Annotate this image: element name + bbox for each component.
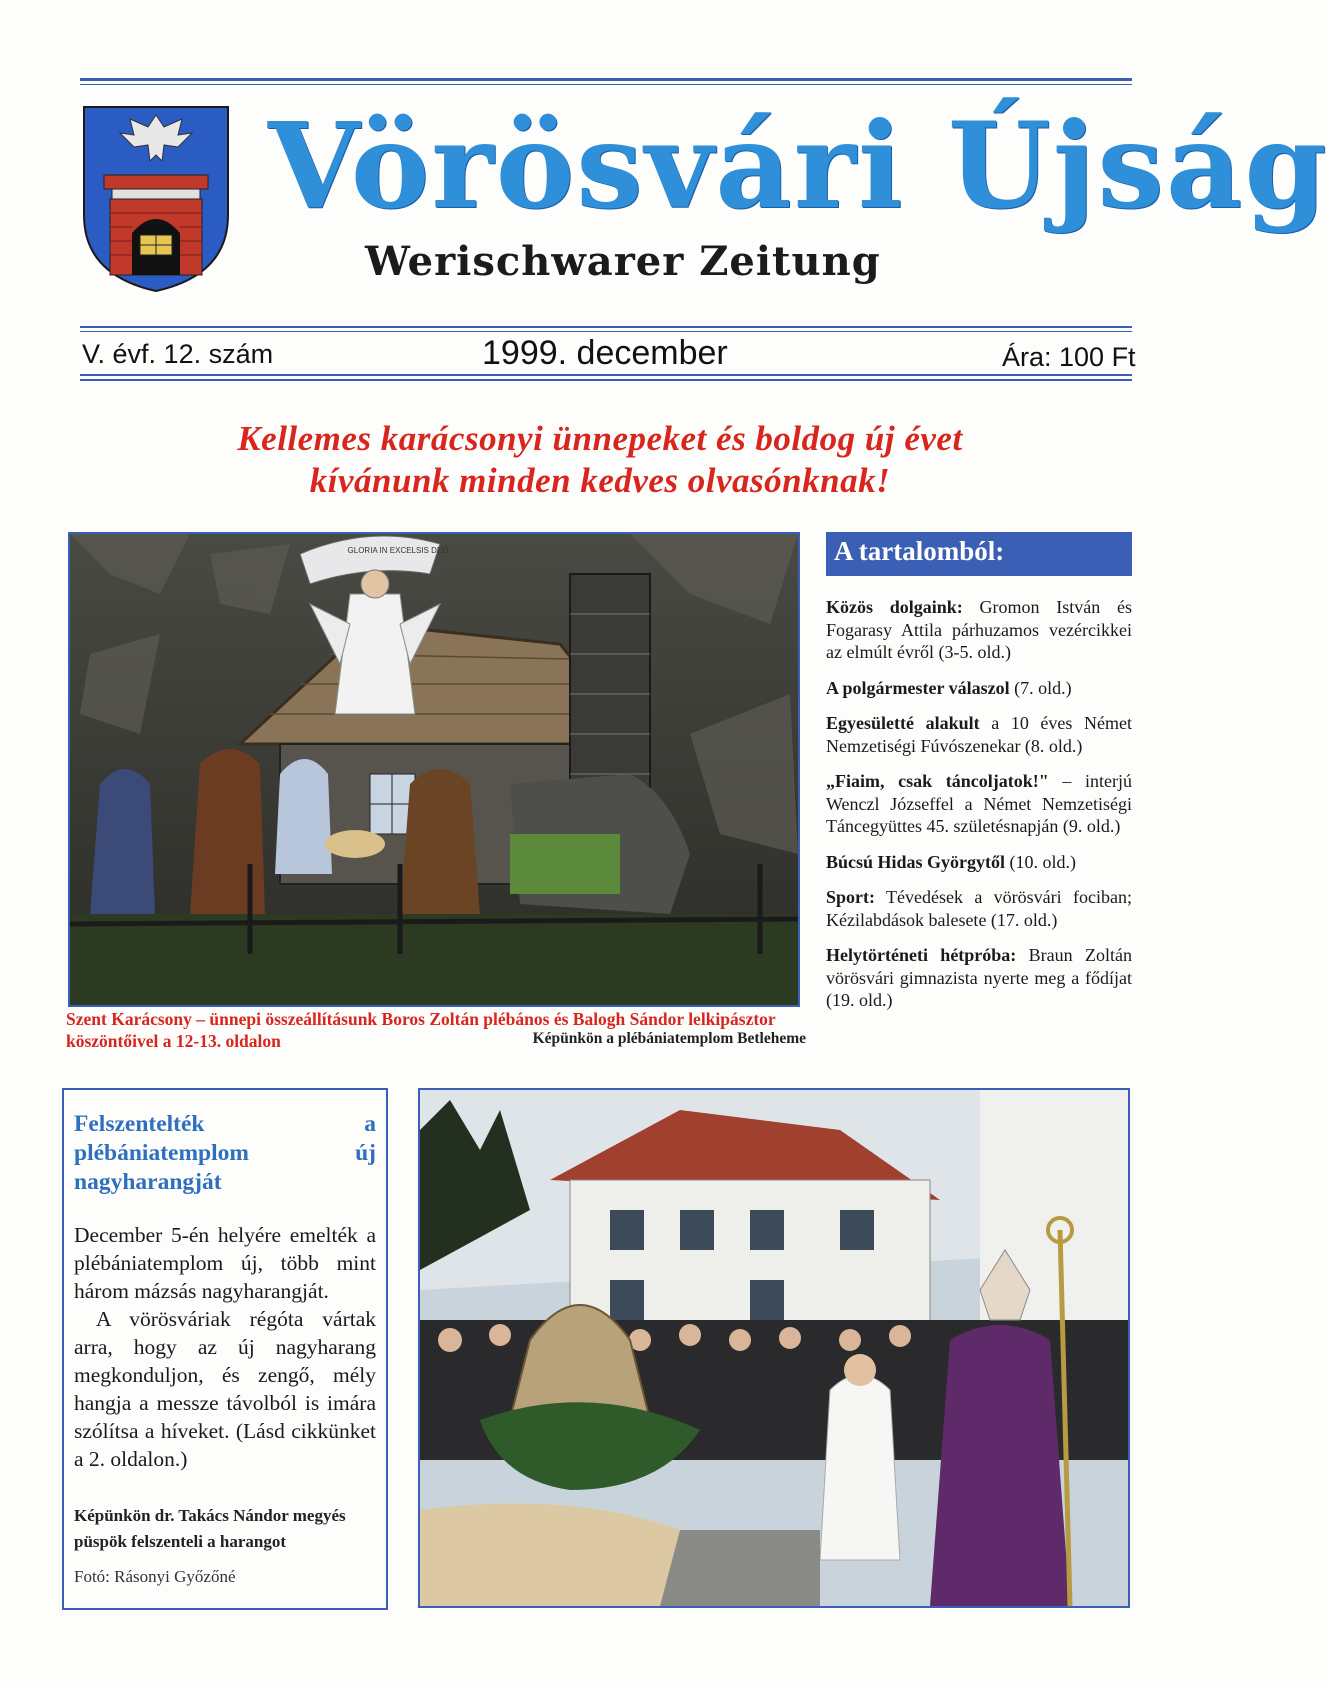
nativity-caption: Szent Karácsony – ünnepi összeállításunk Boros Zoltán plébános és Balogh Sándor lelkipásztor köszöntőivel a 12-13. oldalon bbox=[66, 1009, 776, 1051]
bell-article-box bbox=[62, 1088, 388, 1610]
toc-item: „Fiaim, csak táncoljatok!" – interjú Wenczl Józseffel a Német Nemzetiségi Táncegyüttes 45. születésnapján (9. old.) bbox=[826, 771, 1132, 836]
toc-item: Búcsú Hidas Györgytől (10. old.) bbox=[826, 851, 1077, 872]
issue-top-rule-thin bbox=[80, 331, 1132, 332]
holiday-greeting bbox=[70, 418, 1130, 502]
photo-credit: Fotó: Rásonyi Győzőné bbox=[74, 1567, 236, 1586]
newspaper-subtitle: Werischwarer Zeitung bbox=[365, 238, 881, 285]
masthead-top-rule-thin bbox=[80, 84, 1132, 85]
newspaper-title: Vörösvári Újság bbox=[268, 96, 1329, 235]
issue-volume: V. évf. 12. szám bbox=[82, 339, 274, 369]
masthead-top-rule bbox=[80, 78, 1132, 81]
greeting-line-2: kívánunk minden kedves olvasónknak! bbox=[309, 461, 891, 500]
article-photo-caption: Képünkön dr. Takács Nándor megyés püspök felszenteli a harangot bbox=[74, 1506, 346, 1551]
issue-top-rule bbox=[80, 326, 1132, 328]
toc-item: A polgármester válaszol (7. old.) bbox=[826, 677, 1072, 698]
angel-banner-text: GLORIA IN EXCELSIS DEO bbox=[347, 546, 449, 555]
nativity-caption-right: Képünkön a plébániatemplom Betleheme bbox=[532, 1030, 806, 1047]
issue-date: 1999. december bbox=[482, 334, 728, 372]
coat-of-arms-icon bbox=[82, 105, 230, 293]
toc-item: Egyesületté alakult a 10 éves Német Nemzetiségi Fúvószenekar (8. old.) bbox=[826, 713, 1132, 756]
toc-item: Sport: Tévedések a vörösvári fociban; Kézilabdások balesete (17. old.) bbox=[826, 887, 1132, 930]
article-paragraph: December 5-én helyére emelték a plébániatemplom új, több mint három mázsás nagyharangját. bbox=[74, 1223, 376, 1303]
article-paragraph: A vörösváriak régóta vártak arra, hogy az új nagyharang megkonduljon, és zengő, mély hangja a messze távolból is imára szólítsa a híveket. (Lásd cikkünket a 2. oldalon.) bbox=[74, 1307, 376, 1471]
article-title: Felszentelték a plébániatemplom új nagyharangját bbox=[74, 1111, 376, 1195]
greeting-line-1: Kellemes karácsonyi ünnepeket és boldog új évet bbox=[237, 419, 963, 458]
issue-price: Ára: 100 Ft bbox=[1002, 342, 1136, 372]
article-body bbox=[74, 1221, 376, 1473]
nativity-photo bbox=[68, 532, 800, 1007]
toc-title: A tartalomból: bbox=[826, 532, 1132, 576]
toc-item: Helytörténeti hétpróba: Braun Zoltán vörösvári gimnazista nyerte meg a fődíjat (19. old.) bbox=[826, 945, 1132, 1010]
bell-consecration-photo bbox=[418, 1088, 1130, 1608]
table-of-contents bbox=[826, 532, 1132, 1025]
issue-bottom-rule-thin bbox=[80, 379, 1132, 381]
toc-item: Közös dolgaink: Gromon István és Fogarasy Attila párhuzamos vezércikkei az elmúlt évről (3-5. old.) bbox=[826, 597, 1132, 662]
